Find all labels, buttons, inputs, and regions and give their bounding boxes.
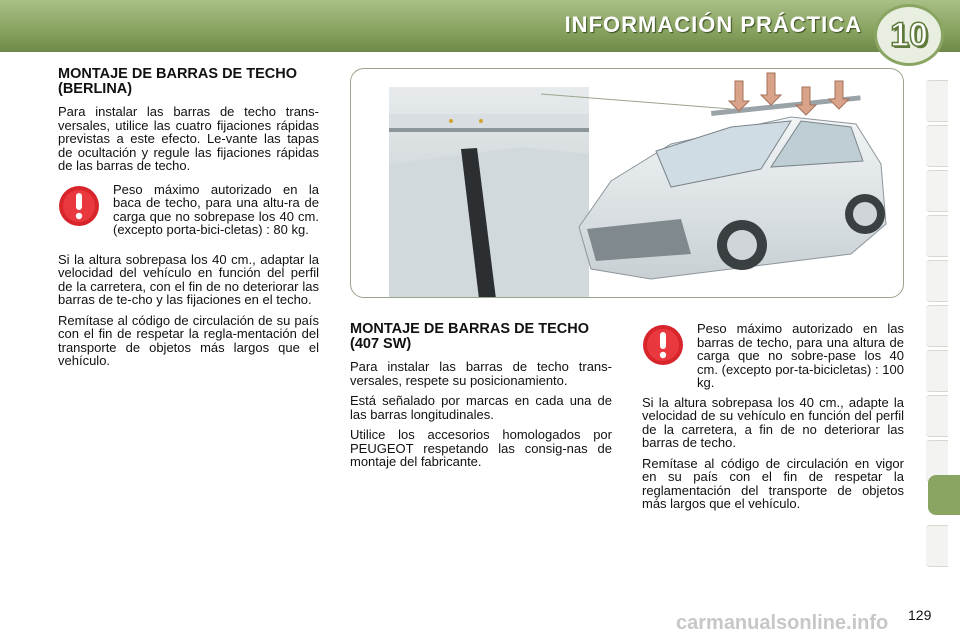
- chapter-number: 10: [890, 15, 928, 54]
- paragraph: Utilice los accesorios homologados por PEUGEOT respetando las consig-nas de montaje del fabricante.: [350, 427, 612, 469]
- left-column: [58, 67, 319, 375]
- car-illustration: [351, 69, 904, 298]
- chapter-tabs: [926, 70, 960, 575]
- right-column: [642, 322, 904, 518]
- chapter-tab[interactable]: [926, 80, 948, 122]
- paragraph: Si la altura sobrepasa los 40 cm., adapte la velocidad de su vehículo en función del perfil de la carretera, a fin de no deteriorar las barras de techo.: [642, 394, 904, 450]
- chapter-tab[interactable]: [926, 350, 948, 392]
- page-number: 129: [908, 607, 932, 623]
- section-heading-407sw: MONTAJE DE BARRAS DE TECHO (407 SW): [350, 321, 589, 352]
- paragraph: Si la altura sobrepasa los 40 cm., adaptar la velocidad del vehículo en función del perfil de la carretera, con el fin de no deteriorar las barras de te-cho y las fijaciones en el techo.: [58, 251, 319, 307]
- header-band: [0, 0, 960, 52]
- warning-text: Peso máximo autorizado en la baca de techo, para una altu-ra de carga que no sobrepase los 40 cm. (excepto porta-bici-cletas) : 80 kg.: [113, 181, 319, 237]
- warning-icon: [642, 324, 684, 366]
- watermark: carmanualsonline.info: [676, 612, 889, 634]
- middle-column: [350, 322, 612, 476]
- warning-block: [642, 322, 904, 390]
- chapter-tab-active[interactable]: [928, 475, 960, 515]
- warning-block: [58, 183, 319, 237]
- chapter-tab[interactable]: [926, 170, 948, 212]
- warning-icon: [58, 185, 100, 227]
- chapter-tab[interactable]: [926, 525, 948, 567]
- chapter-number-badge: [874, 4, 944, 66]
- roof-bars-illustration: [350, 68, 904, 298]
- paragraph: Está señalado por marcas en cada una de las barras longitudinales.: [350, 393, 612, 422]
- chapter-tab[interactable]: [926, 215, 948, 257]
- chapter-title: INFORMACIÓN PRÁCTICA: [564, 12, 862, 37]
- paragraph: Para instalar las barras de techo trans-versales, respete su posicionamiento.: [350, 359, 612, 388]
- paragraph: Remítase al código de circulación en vigor en su país con el fin de respetar la reglamentación del transporte de objetos más largos que el vehículo.: [642, 455, 904, 511]
- chapter-tab[interactable]: [926, 395, 948, 437]
- chapter-tab[interactable]: [926, 305, 948, 347]
- warning-text: Peso máximo autorizado en las barras de techo, para una altura de carga que no sobre-pase los 40 cm. (excepto por-ta-bicicletas) : 100 kg.: [697, 321, 904, 390]
- chapter-tab[interactable]: [926, 125, 948, 167]
- paragraph: Para instalar las barras de techo trans-versales, utilice las cuatro fijaciones rápidas previstas a este efecto. Le-vante las tapas de ocultación y regule las fijaciones rápidas de las barras de techo.: [58, 104, 319, 173]
- section-heading-berlina: MONTAJE DE BARRAS DE TECHO (BERLINA): [58, 66, 297, 97]
- chapter-tab[interactable]: [926, 260, 948, 302]
- paragraph: Remítase al código de circulación de su país con el fin de respetar la regla-mentación del transporte de objetos más largos que el vehículo.: [58, 312, 319, 368]
